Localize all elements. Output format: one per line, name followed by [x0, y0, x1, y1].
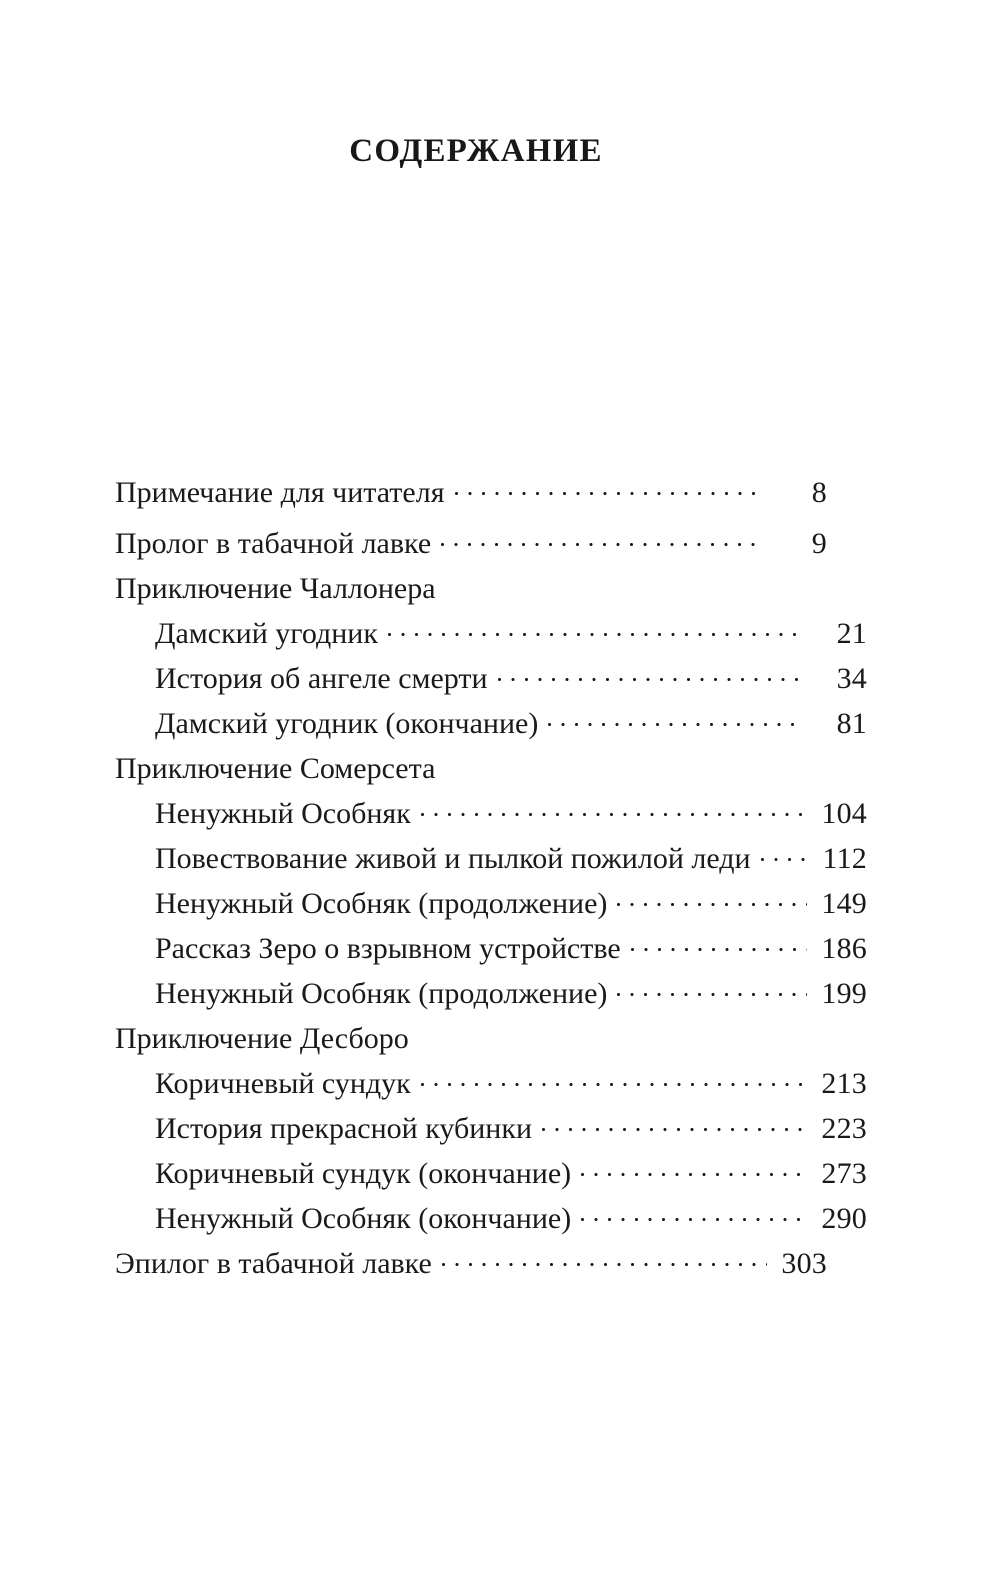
toc-entry-label: История прекрасной кубинки [155, 1112, 532, 1145]
toc-entry[interactable] [115, 1196, 867, 1241]
toc-dot-leader [445, 748, 763, 778]
toc-entry-label: Коричневый сундук [155, 1067, 411, 1100]
toc-entry-page-number: 8 [811, 476, 827, 509]
toc-entry[interactable] [115, 611, 867, 656]
toc-dot-leader [761, 838, 807, 868]
toc-entry-page-number: 112 [822, 842, 867, 875]
toc-entry[interactable] [115, 566, 827, 611]
toc-entry-label: Дамский угодник [155, 617, 378, 650]
toc-entry[interactable] [115, 470, 827, 515]
toc-dot-leader [441, 523, 763, 553]
toc-entry[interactable] [115, 521, 827, 566]
toc-entry-page-number: 223 [821, 1112, 867, 1145]
toc-entry-label: Ненужный Особняк (продолжение) [155, 887, 608, 920]
toc-entry-label: Коричневый сундук (окончание) [155, 1157, 572, 1190]
toc-entry-label: Дамский угодник (окончание) [155, 707, 539, 740]
toc-dot-leader [421, 1063, 807, 1093]
toc-dot-leader [442, 1243, 767, 1273]
toc-entry-label: Рассказ Зеро о взрывном устройстве [155, 932, 621, 965]
toc-entry-label: Ненужный Особняк [155, 797, 411, 830]
toc-dot-leader [581, 1153, 807, 1183]
toc-entry-page-number: 273 [821, 1157, 867, 1190]
toc-entry[interactable] [115, 1061, 867, 1106]
table-of-contents [115, 470, 867, 1286]
toc-entry[interactable] [115, 926, 867, 971]
toc-entry-page-number: 199 [821, 977, 867, 1010]
toc-entry-page-number: 21 [836, 617, 867, 650]
toc-entry-label: Ненужный Особняк (окончание) [155, 1202, 572, 1235]
toc-entry-label: Пролог в табачной лавке [115, 527, 432, 560]
toc-entry[interactable] [115, 1241, 827, 1286]
toc-dot-leader [498, 658, 803, 688]
toc-entry-label: Приключение Сомерсета [115, 752, 436, 785]
toc-entry[interactable] [115, 1016, 827, 1061]
toc-entry[interactable] [115, 1151, 867, 1196]
toc-entry[interactable] [115, 1106, 867, 1151]
toc-entry-page-number: 290 [821, 1202, 867, 1235]
toc-entry-label: Повествование живой и пылкой пожилой леди [155, 842, 751, 875]
toc-dot-leader [421, 793, 807, 823]
toc-entry-page-number: 186 [821, 932, 867, 965]
toc-dot-leader [455, 472, 764, 502]
toc-entry-page-number: 213 [821, 1067, 867, 1100]
toc-entry-page-number: 34 [836, 662, 867, 695]
toc-entry[interactable] [115, 836, 867, 881]
toc-entry-page-number: 149 [821, 887, 867, 920]
toc-entry[interactable] [115, 701, 867, 746]
toc-entry-label: Примечание для читателя [115, 476, 445, 509]
toc-entry-page-number: 81 [836, 707, 867, 740]
toc-entry[interactable] [115, 791, 867, 836]
toc-dot-leader [446, 568, 763, 598]
toc-entry-label: Эпилог в табачной лавке [115, 1247, 432, 1280]
toc-entry-page-number: 104 [821, 797, 867, 830]
toc-entry-page-number: 303 [781, 1247, 827, 1280]
toc-dot-leader [548, 703, 803, 733]
toc-entry-label: Ненужный Особняк (продолжение) [155, 977, 608, 1010]
toc-dot-leader [388, 613, 803, 643]
toc-entry[interactable] [115, 971, 867, 1016]
toc-entry-label: Приключение Чаллонера [115, 572, 436, 605]
page-title: СОДЕРЖАНИЕ [349, 133, 603, 169]
toc-entry[interactable] [115, 746, 827, 791]
toc-entry[interactable] [115, 881, 867, 926]
toc-entry-page-number: 9 [811, 527, 827, 560]
toc-dot-leader [617, 883, 807, 913]
toc-entry-label: История об ангеле смерти [155, 662, 488, 695]
toc-dot-leader [617, 973, 807, 1003]
toc-dot-leader [542, 1108, 807, 1138]
toc-entry[interactable] [115, 656, 867, 701]
toc-dot-leader [419, 1018, 763, 1048]
toc-dot-leader [581, 1198, 807, 1228]
toc-dot-leader [631, 928, 807, 958]
toc-entry-label: Приключение Десборо [115, 1022, 409, 1055]
